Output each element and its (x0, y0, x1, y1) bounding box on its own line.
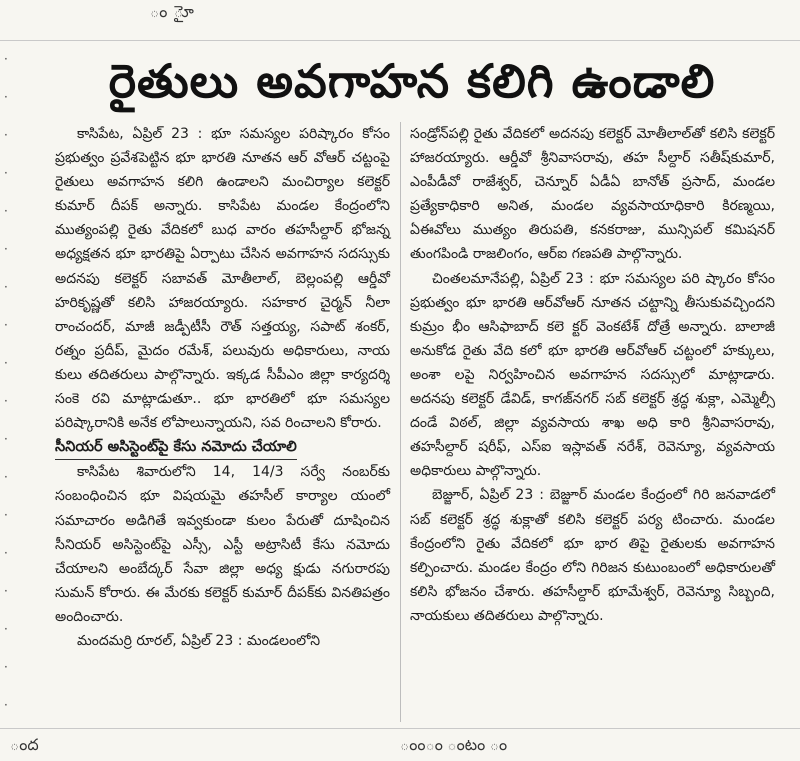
previous-article-fragment (0, 0, 800, 41)
paragraph-chintalamanepalli: చింతలమానేపల్లి, ఏప్రిల్ 23 : భూ సమస్యల పరి ష్కారం కోసం ప్రభుత్వం భూ భారతి ఆర్‌వోఆర్ నూతన చట్టాన్ని తీసుకువచ్చిందని కుమ్రం భీం ఆసిఫాబాద్ కలె క్టర్ వెంకటేశ్ దోత్రే అన్నారు. బాలాజీ అనుకోడ రైతు వేది కలో భూ భారతి ఆర్‌వోఆర్ చట్టంలో హక్కులు, అంశా లపై నిర్వహించిన అవగాహన సదస్సులో మాట్లాడారు. అదనపు కలెక్టర్ డేవిడ్, కాగజ్‌నగర్ సబ్ కలెక్టర్ శ్రద్ధ శుక్లా, ఎమ్మెల్సీ దండే విఠల్, జిల్లా వ్యవసాయ శాఖ అధి కారి శ్రీనివాసరావు, తహసీల్దార్ షరీఫ్, ఎస్ఐ ఇస్లావత్ నరేశ్, రెవెన్యూ, వ్యవసాయ అధికారులు పాల్గొన్నారు. (410, 270, 775, 480)
bottom-text-fragment-middle: ంంం ంటం ం (400, 735, 508, 754)
top-text-fragment: ం ైూ (150, 2, 196, 21)
subheading: సీనియర్ అసిస్టెంట్‌పై కేసు నమోదు చేయాలి (55, 435, 297, 460)
article-column-left (55, 122, 390, 653)
column-divider (400, 122, 401, 722)
bottom-text-fragment-left: ంద (10, 735, 39, 754)
paragraph-mandamarri: మందమర్రి రూరల్, ఏప్రిల్ 23 : మండలంలోని (77, 632, 321, 649)
paragraph-bejjur: బెజ్జూర్, ఏప్రిల్ 23 : బెజ్జూర్ మండల కేంద్రంలో గిరి జనవాడలో సబ్ కలెక్టర్ శ్రద్ధ శుక్లాతో కలిసి కలెక్టర్ పర్య టించారు. మండల కేంద్రంలోని రైతు వేదికలో భూ భార తిపై రైతులకు అవగాహన కల్పించారు. మండల కేంద్రం లోని గిరిజన కుటుంబంలో అధికారులతో కలిసి భోజనం చేశారు. తహసీల్దార్ భూమేశ్వర్, రెవెన్యూ సిబ్బంది, నాయకులు తదితరులు పాల్గొన్నారు. (410, 487, 775, 624)
article-column-right (410, 122, 775, 628)
left-page-gutter: · · · · · · · · · · · · · · · · · · (4, 52, 8, 712)
next-article-fragment (0, 728, 800, 761)
article-headline: రైతులు అవగాహన కలిగి ఉండాలి (108, 54, 716, 108)
paragraph-complaint: కాసిపేట శివారులోని 14, 14/3 సర్వే నంబర్‌కు సంబంధించిన భూ విషయమై తహసీల్ కార్యాల యంలో సమాచారం అడిగితే ఇవ్వకుండా కులం పేరుతో దూషించిన సీనియర్ అసిస్టెంట్‌పై ఎస్సీ, ఎస్టీ అట్రాసిటీ కేసు నమోదు చేయాలని అంబేద్కర్ సేవా జిల్లా అధ్య క్షుడు నగురారపు సుమన్ కోరారు. ఈ మేరకు కలెక్టర్ కుమార్ దీపక్‌కు వినతిపత్రం అందించారు. (55, 464, 390, 625)
paragraph-kasipet: కాసిపేట, ఏప్రిల్ 23 : భూ సమస్యల పరిష్కారం కోసం ప్రభుత్వం ప్రవేశపెట్టిన భూ భారతి నూతన ఆర్ వోఆర్ చట్టంపై రైతులు అవగాహన కలిగి ఉండాలని మంచిర్యాల కలెక్టర్ కుమార్ దీపక్ అన్నారు. కాసిపేట మండల కేంద్రంలోని ముత్యంపల్లి రైతు వేదికలో బుధ వారం తహసీల్దార్ భోజన్న అధ్యక్షతన భూ భారతిపై ఏర్పాటు చేసిన అవగాహన సదస్సుకు అదనపు కలెక్టర్ సబావత్ మోతీలాల్, బెల్లంపల్లి ఆర్డీవో హరికృష్ణతో కలిసి హాజరయ్యారు. సహకార చైర్మన్ నీలా రాంచందర్, మాజీ జడ్పీటీసీ రౌత్ సత్తయ్య, సపాట్ శంకర్, రత్నం ప్రదీప్, మైదం రమేశ్, పలువురు అధికారులు, నాయ కులు తదితరులు పాల్గొన్నారు. ఇక్కడ సీపీఎం జిల్లా కార్యదర్శి సంకె రవి మాట్లాడుతూ.. భూ భారతిలో భూ సమస్యల పరిష్కారానికి అనేక లోపాలున్నాయని, సవ రించాలని కోరారు. (55, 126, 390, 432)
paragraph-continued: సండ్రోన్‌పల్లి రైతు వేదికలో అదనపు కలెక్టర్ మోతీలాల్‌తో కలిసి కలెక్టర్ హాజరయ్యారు. ఆర్డీవో శ్రీనివాసరావు, తహ సీల్దార్ సతీష్‌కుమార్, ఎంపీడీవో రాజేశ్వర్, చెన్నూర్ ఏడీఏ బానోత్ ప్రసాద్, మండల ప్రత్యేకాధికారి అనిత, మండల వ్యవసాయాధికారి కిరణ్మయి, ఏఈవోలు ముత్యం తిరుపతి, కనకరాజు, మున్సిపల్ కమిషనర్ తుంగపిండి రాజలింగం, ఆర్ఐ గణపతి పాల్గొన్నారు. (410, 126, 775, 263)
